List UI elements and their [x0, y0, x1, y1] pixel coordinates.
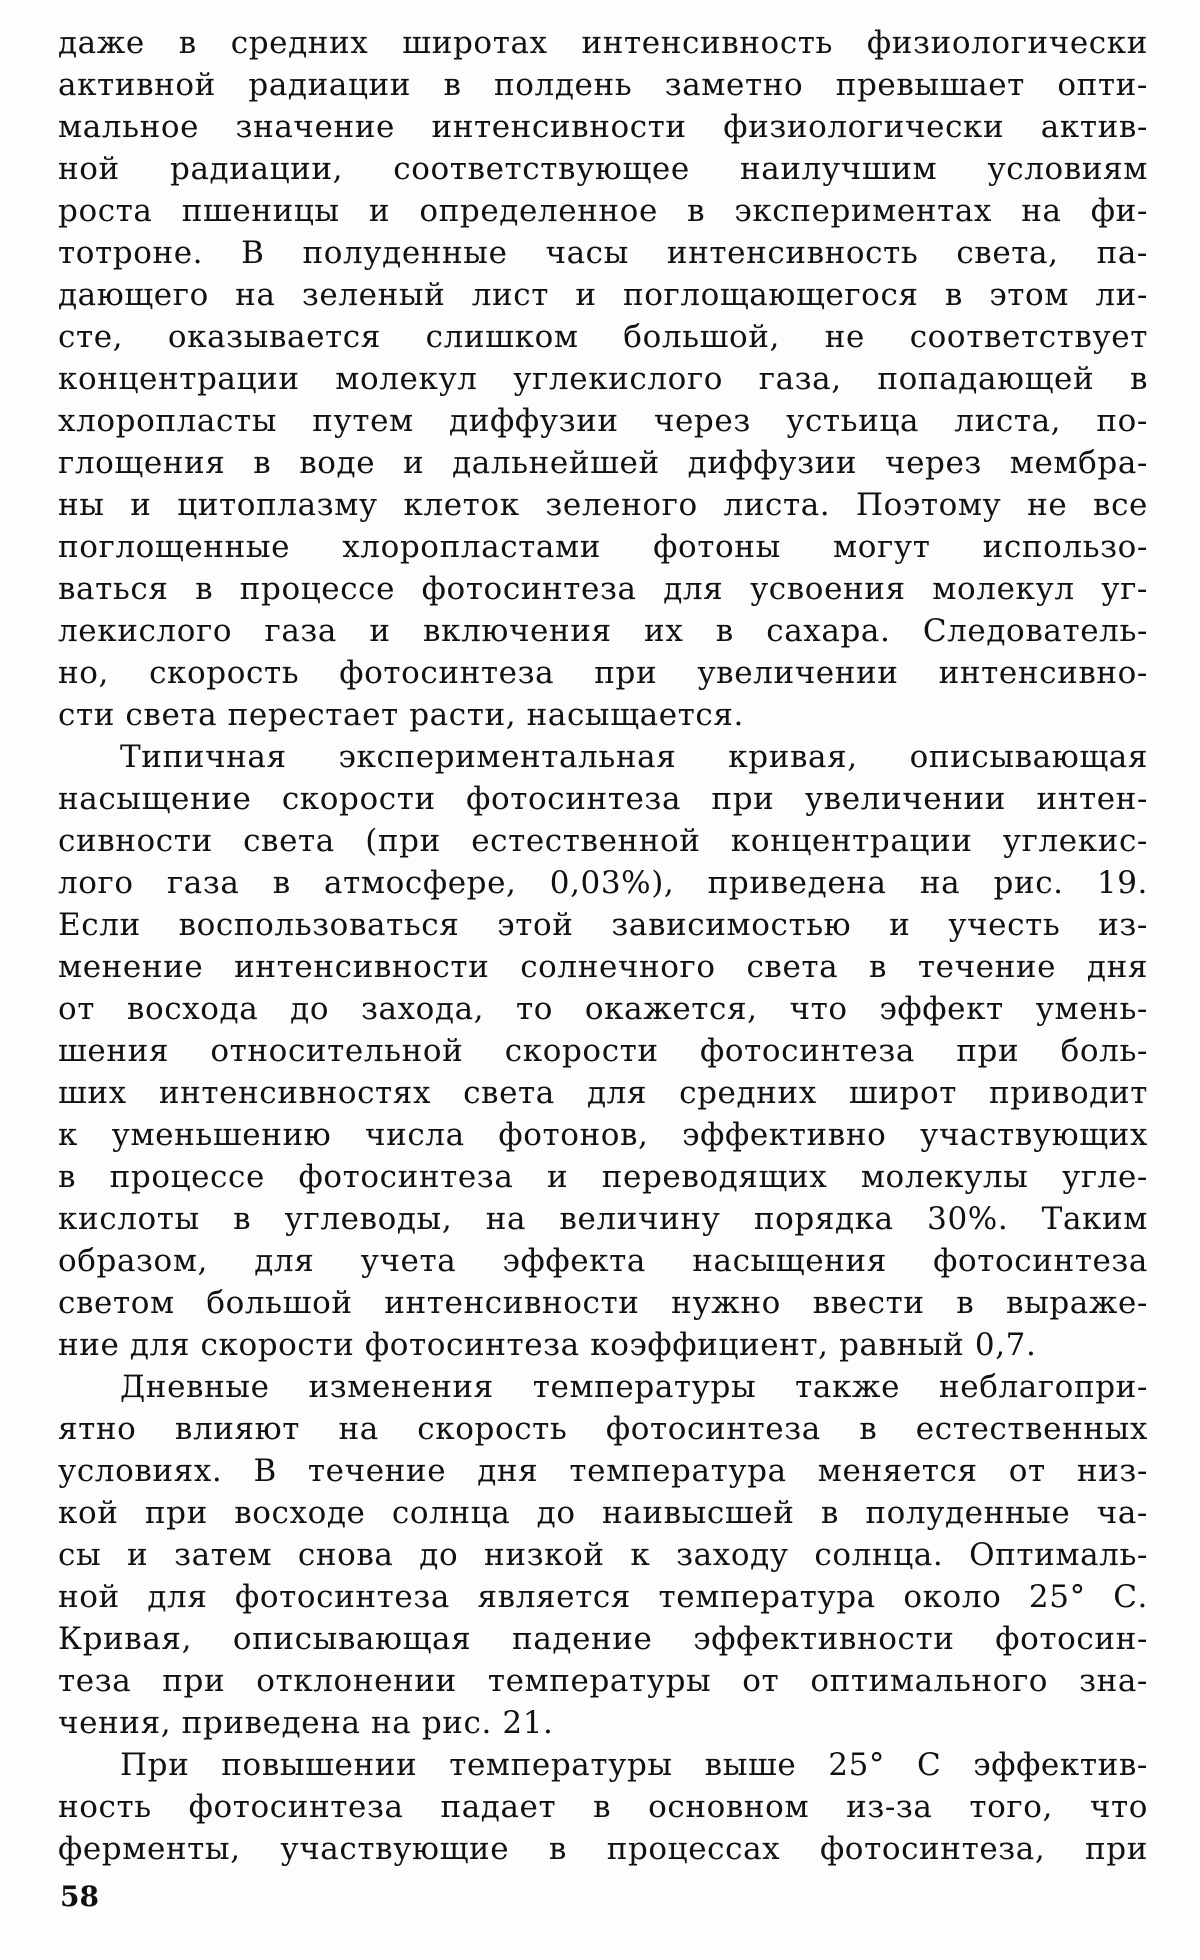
text-line: кислоты в углеводы, на величину порядка 30%. Таким [58, 1201, 1148, 1237]
text-line: ятно влияют на скорость фотосинтеза в естественных [58, 1411, 1148, 1447]
text-line: ны и цитоплазму клеток зеленого листа. Поэтому не все [58, 487, 1148, 523]
text-line: роста пшеницы и определенное в экспериментах на фи- [58, 193, 1148, 229]
text-line: ферменты, участвующие в процессах фотосинтеза, при [58, 1831, 1148, 1867]
text-line: тотроне. В полуденные часы интенсивность света, па- [58, 235, 1148, 271]
text-line: к уменьшению числа фотонов, эффективно участвующих [58, 1117, 1148, 1153]
text-line: насыщение скорости фотосинтеза при увеличении интен- [58, 781, 1148, 817]
text-line: кой при восходе солнца до наивысшей в полуденные ча- [58, 1495, 1148, 1531]
text-line: менение интенсивности солнечного света в течение дня [58, 949, 1148, 985]
text-line: теза при отклонении температуры от оптимального зна- [58, 1663, 1148, 1699]
text-line: от восхода до захода, то окажется, что эффект умень- [58, 991, 1148, 1027]
text-line: хлоропласты путем диффузии через устьица листа, по- [58, 403, 1148, 439]
text-line: Если воспользоваться этой зависимостью и учесть из- [58, 907, 1148, 943]
paragraph-3 [58, 1366, 1148, 1744]
body-text [58, 22, 1148, 1870]
text-line: сте, оказывается слишком большой, не соответствует [58, 319, 1148, 355]
text-line: поглощенные хлоропластами фотоны могут использо- [58, 529, 1148, 565]
text-line: При повышении температуры выше 25° С эффектив- [120, 1747, 1148, 1783]
text-line: чения, приведена на рис. 21. [58, 1705, 554, 1741]
text-line: лекислого газа и включения их в сахара. Следователь- [58, 613, 1148, 649]
text-line: даже в средних широтах интенсивность физиологически [58, 25, 1148, 61]
text-line: ших интенсивностях света для средних широт приводит [58, 1075, 1148, 1111]
text-line: светом большой интенсивности нужно ввести в выраже- [58, 1285, 1148, 1321]
text-line: сти света перестает расти, насыщается. [58, 697, 744, 733]
text-line: концентрации молекул углекислого газа, попадающей в [58, 361, 1148, 397]
text-line: ваться в процессе фотосинтеза для усвоения молекул уг- [58, 571, 1148, 607]
paragraph-2 [58, 736, 1148, 1366]
page-number: 58 [60, 1880, 99, 1913]
paragraph-1 [58, 22, 1148, 736]
text-line: шения относительной скорости фотосинтеза при боль- [58, 1033, 1148, 1069]
text-line: ной для фотосинтеза является температура около 25° С. [58, 1579, 1148, 1615]
text-line: активной радиации в полдень заметно превышает опти- [58, 67, 1148, 103]
text-line: Кривая, описывающая падение эффективности фотосин- [58, 1621, 1148, 1657]
text-line: но, скорость фотосинтеза при увеличении интенсивно- [58, 655, 1148, 691]
text-line: глощения в воде и дальнейшей диффузии через мембра- [58, 445, 1148, 481]
text-line: ной радиации, соответствующее наилучшим условиям [58, 151, 1148, 187]
text-line: сы и затем снова до низкой к заходу солнца. Оптималь- [58, 1537, 1148, 1573]
text-line: в процессе фотосинтеза и переводящих молекулы угле- [58, 1159, 1148, 1195]
text-line: мальное значение интенсивности физиологически актив- [58, 109, 1148, 145]
text-line: лого газа в атмосфере, 0,03%), приведена на рис. 19. [58, 865, 1148, 901]
paragraph-4 [58, 1744, 1148, 1870]
text-line: ность фотосинтеза падает в основном из-за того, что [58, 1789, 1148, 1825]
text-line: дающего на зеленый лист и поглощающегося в этом ли- [58, 277, 1148, 313]
text-line: условиях. В течение дня температура меняется от низ- [58, 1453, 1148, 1489]
text-line: Дневные изменения температуры также неблагопри- [120, 1369, 1148, 1405]
text-line: ние для скорости фотосинтеза коэффициент, равный 0,7. [58, 1327, 1037, 1363]
text-line: образом, для учета эффекта насыщения фотосинтеза [58, 1243, 1148, 1279]
text-line: Типичная экспериментальная кривая, описывающая [120, 739, 1148, 775]
text-line: сивности света (при естественной концентрации углекис- [58, 823, 1148, 859]
